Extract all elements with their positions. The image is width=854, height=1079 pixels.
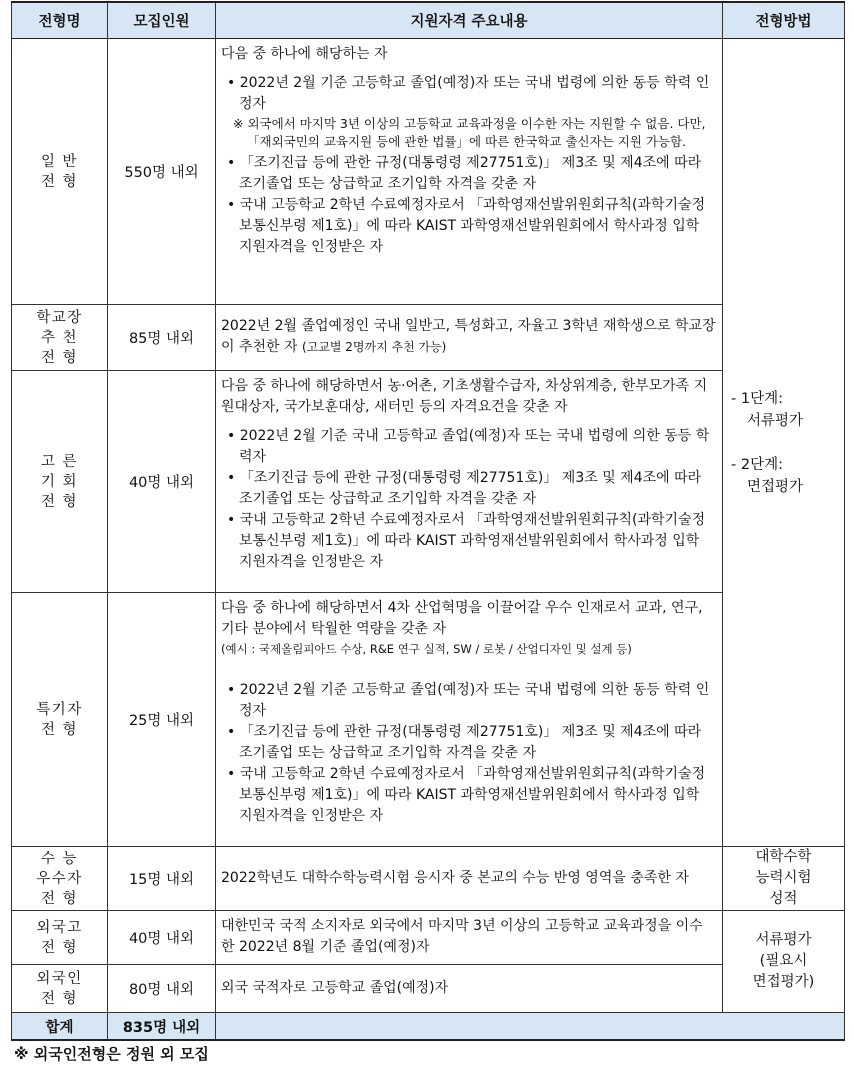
table-row: [12, 39, 845, 305]
method-cell-foreign: [723, 911, 845, 1013]
method-stage1-detail: 서류평가: [747, 412, 804, 429]
type-cell: [12, 371, 108, 593]
qualification-cell: [216, 593, 723, 847]
type-line: 기 회: [41, 473, 78, 490]
type-line: 전 형: [41, 990, 78, 1007]
method-line: 면접평가): [752, 974, 815, 990]
method-line: (필요시: [759, 953, 808, 969]
qualification-cell: 2022학년도 대학수학능력시험 응시자 중 본교의 수능 반영 영역을 충족한 자: [216, 847, 723, 911]
qualification-bullet: • 국내 고등학교 2학년 수료예정자로서 「과학영재선발위원회규칙(과학기술정보통신부령 제1호)」에 따라 KAIST 과학영재선발위원회에서 학사과정 입학 지원자격을 인정받은 자: [227, 197, 706, 255]
capacity-cell: 15명 내외: [108, 847, 216, 911]
qualification-bullet: • 「조기진급 등에 관한 규정(대통령령 제27751호)」 제3조 및 제4조에 따라 조기졸업 또는 상급학교 조기입학 자격을 갖춘 자: [227, 155, 702, 192]
header-type: 전형명: [12, 2, 108, 39]
capacity-cell: 550명 내외: [108, 39, 216, 305]
total-capacity: 835명 내외: [108, 1013, 216, 1041]
header-capacity: 모집인원: [108, 2, 216, 39]
type-line: 일 반: [41, 153, 78, 170]
method-line: 성적: [769, 891, 798, 907]
table-header-row: [12, 2, 845, 39]
total-label: 합계: [12, 1013, 108, 1041]
qualification-bullet: • 국내 고등학교 2학년 수료예정자로서 「과학영재선발위원회규칙(과학기술정보통신부령 제1호)」에 따라 KAIST 과학영재선발위원회에서 학사과정 입학 지원자격을 인정받은 자: [227, 766, 706, 824]
qualification-example: (예시 : 국제올림피아드 수상, R&E 연구 실적, SW / 로봇 / 산업디자인 및 설계 등): [221, 642, 632, 656]
table-row: [12, 965, 845, 1013]
type-line: 수 능: [41, 850, 78, 867]
method-cell-csat: [723, 847, 845, 911]
total-row: [12, 1013, 845, 1041]
method-stage2: - 2단계:: [731, 456, 783, 473]
type-line: 전 형: [41, 721, 78, 738]
qualification-bullet: • 2022년 2월 기준 국내 고등학교 졸업(예정)자 또는 국내 법령에 의한 동등 학력자: [227, 428, 710, 465]
type-line: 학교장: [36, 309, 83, 326]
qualification-cell: [216, 305, 723, 371]
qualification-bullet: • 2022년 2월 기준 고등학교 졸업(예정)자 또는 국내 법령에 의한 동등 학력 인정자: [227, 75, 710, 112]
type-line: 전 형: [41, 349, 78, 366]
qualification-small-note: (고교별 2명까지 추천 가능): [301, 340, 447, 354]
header-method: 전형방법: [723, 2, 845, 39]
type-line: 고 른: [41, 453, 78, 470]
qualification-bullet: • 2022년 2월 기준 고등학교 졸업(예정)자 또는 국내 법령에 의한 동등 학력 인정자: [227, 682, 710, 719]
table-row: [12, 847, 845, 911]
type-line: 추 천: [41, 329, 78, 346]
qualification-intro: 다음 중 하나에 해당하는 자: [221, 46, 388, 62]
table-row: [12, 305, 845, 371]
capacity-cell: 40명 내외: [108, 371, 216, 593]
qualification-cell: [216, 39, 723, 305]
table-row: [12, 911, 845, 965]
type-line: 특기자: [36, 701, 83, 718]
qualification-bullet: • 「조기진급 등에 관한 규정(대통령령 제27751호)」 제3조 및 제4조에 따라 조기졸업 또는 상급학교 조기입학 자격을 갖춘 자: [227, 724, 702, 761]
method-line: 대학수학: [755, 849, 812, 865]
capacity-cell: 40명 내외: [108, 911, 216, 965]
qualification-text: 2022년 2월 졸업예정인 국내 일반고, 특성화고, 자율고 3학년 재학생으로 학교장이 추천한 자: [221, 318, 716, 355]
table-row: [12, 371, 845, 593]
qualification-intro: 다음 중 하나에 해당하면서 4차 산업혁명을 이끌어갈 우수 인재로서 교과, 연구, 기타 분야에서 탁월한 역량을 갖춘 자: [221, 600, 703, 637]
type-line: 외국고: [36, 919, 83, 936]
type-line: 외국인: [36, 970, 83, 987]
type-cell: [12, 305, 108, 371]
method-cell-staged: [723, 39, 845, 847]
table-row: [12, 593, 845, 847]
admission-table: [11, 1, 845, 1041]
capacity-cell: 80명 내외: [108, 965, 216, 1013]
header-qualification: 지원자격 주요내용: [216, 2, 723, 39]
type-line: 전 형: [41, 939, 78, 956]
method-stage1: - 1단계:: [731, 390, 783, 407]
type-cell: [12, 39, 108, 305]
qualification-bullet: • 「조기진급 등에 관한 규정(대통령령 제27751호)」 제3조 및 제4조에 따라 조기졸업 또는 상급학교 조기입학 자격을 갖춘 자: [227, 470, 702, 507]
type-line: 전 형: [41, 173, 78, 190]
type-cell: [12, 593, 108, 847]
type-cell: [12, 847, 108, 911]
method-line: 서류평가: [755, 932, 812, 948]
qualification-cell: 외국 국적자로 고등학교 졸업(예정)자: [216, 965, 723, 1013]
qualification-note: ※ 외국에서 마지막 3년 이상의 고등학교 교육과정을 이수한 자는 지원할 수 없음. 다만, 「재외국민의 교육지원 등에 관한 법률」에 따른 한국학교 출신자는 지원 가능함.: [233, 116, 706, 149]
capacity-cell: 25명 내외: [108, 593, 216, 847]
qualification-cell: 대한민국 국적 소지자로 외국에서 마지막 3년 이상의 고등학교 교육과정을 이수한 2022년 8월 기준 졸업(예정)자: [216, 911, 723, 965]
capacity-cell: 85명 내외: [108, 305, 216, 371]
qualification-intro: 다음 중 하나에 해당하면서 농·어촌, 기초생활수급자, 차상위계층, 한부모가족 지원대상자, 국가보훈대상, 새터민 등의 자격요건을 갖춘 자: [221, 378, 708, 415]
method-stage2-detail: 면접평가: [747, 478, 804, 495]
type-line: 전 형: [41, 890, 78, 907]
type-line: 전 형: [41, 493, 78, 510]
method-line: 능력시험: [755, 870, 812, 886]
footnote: ※ 외국인전형은 정원 외 모집: [14, 1045, 209, 1063]
type-cell: [12, 965, 108, 1013]
type-line: 우수자: [36, 870, 83, 887]
total-empty: [216, 1013, 845, 1041]
type-cell: [12, 911, 108, 965]
qualification-bullet: • 국내 고등학교 2학년 수료예정자로서 「과학영재선발위원회규칙(과학기술정보통신부령 제1호)」에 따라 KAIST 과학영재선발위원회에서 학사과정 입학 지원자격을 인정받은 자: [227, 512, 706, 570]
qualification-cell: [216, 371, 723, 593]
